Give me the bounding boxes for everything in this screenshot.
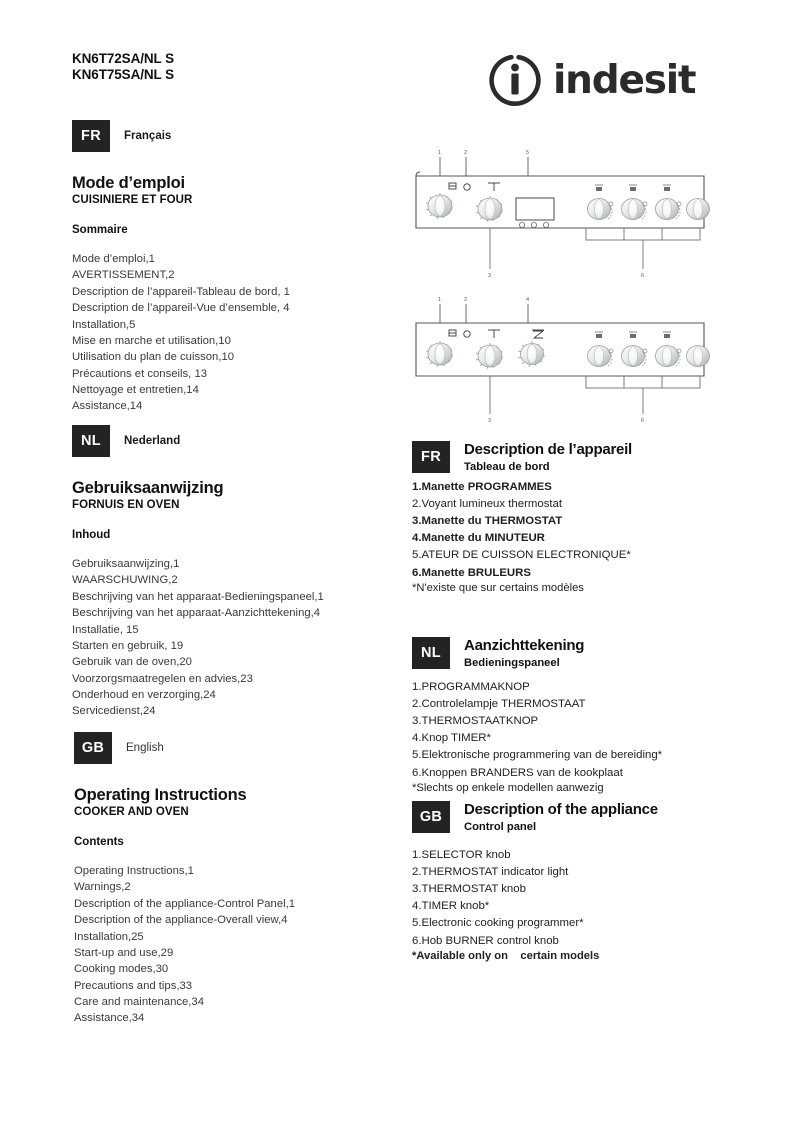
callout-4: 4 xyxy=(526,297,530,303)
flag-badge-gb: GB xyxy=(74,732,112,764)
burner-flame-icon xyxy=(664,334,670,338)
toc-entry: Description of the appliance-Control Panel,1 xyxy=(74,897,296,910)
callout-1: 1 xyxy=(438,150,442,156)
description-item: 4.TIMER knob* xyxy=(412,900,490,913)
description-subtitle-fr: Tableau de bord xyxy=(464,460,550,473)
model-codes xyxy=(72,51,174,83)
description-list-nl xyxy=(412,679,752,782)
description-subtitle-gb: Control panel xyxy=(464,820,537,833)
language-block-nl xyxy=(72,425,412,720)
toc-entry: Description de l’appareil-Tableau de bord, 1 xyxy=(72,285,290,298)
toc-entry: Beschrijving van het apparaat-Bedieningspaneel,1 xyxy=(72,590,324,603)
toc-entry: Installation,25 xyxy=(74,930,144,943)
description-item: 2.Controlelampje THERMOSTAAT xyxy=(412,698,586,711)
description-subtitle-nl: Bedieningspaneel xyxy=(464,656,560,669)
description-title-nl: Aanzichttekening xyxy=(464,637,585,654)
burner-flame-icon xyxy=(630,187,636,191)
description-note-nl: *Slechts op enkele modellen aanwezig xyxy=(412,781,604,794)
callout-5: 5 xyxy=(526,150,530,156)
toc-entry: Gebruik van de oven,20 xyxy=(72,656,192,669)
description-note-fr: *N'existe que sur certains modèles xyxy=(412,581,584,594)
description-item: 3.Manette du THERMOSTAT xyxy=(412,515,563,528)
control-panel-figure-1 xyxy=(410,143,710,288)
flag-badge-nl: NL xyxy=(72,425,110,457)
description-header-fr xyxy=(412,441,752,473)
doc-title-gb: Operating Instructions xyxy=(74,786,247,804)
description-item: 5.Elektronische programmering van de bereiding* xyxy=(412,749,663,762)
description-block-nl xyxy=(412,637,752,794)
burner-flame-icon xyxy=(630,334,636,338)
toc-entry: Care and maintenance,34 xyxy=(74,996,205,1008)
toc-entry: Warnings,2 xyxy=(74,881,131,894)
toc-entry: Operating Instructions,1 xyxy=(74,865,194,877)
toc-entry: Installation,5 xyxy=(72,318,136,331)
burner-knob xyxy=(687,199,710,220)
indesit-circle-i-icon xyxy=(487,52,543,108)
language-block-gb xyxy=(74,732,414,1027)
doc-subtitle-gb: COOKER AND OVEN xyxy=(74,806,189,818)
flag-badge-fr: FR xyxy=(72,120,110,152)
toc-entry: Voorzorgsmaatregelen en advies,23 xyxy=(72,672,253,685)
model-code-1: KN6T72SA/NL S xyxy=(72,51,174,66)
doc-subtitle-fr: CUISINIERE ET FOUR xyxy=(72,194,193,206)
description-item: 5.Electronic cooking programmer* xyxy=(412,917,584,930)
burner-flame-icon xyxy=(596,187,602,191)
description-item: 1.SELECTOR knob xyxy=(412,849,511,861)
callout-6: 6 xyxy=(641,273,645,279)
callout-numbers-bottom xyxy=(488,418,644,424)
description-item: 6.Hob BURNER control knob xyxy=(412,934,559,947)
callout-leaders-bottom xyxy=(490,228,700,269)
flag-badge-desc-nl: NL xyxy=(412,637,450,669)
burner-flame-icon xyxy=(596,334,602,338)
control-panel-figure-2 xyxy=(410,288,710,433)
toc-entry: Onderhoud en verzorging,24 xyxy=(72,689,216,701)
doc-subtitle-nl: FORNUIS EN OVEN xyxy=(72,499,180,511)
toc-entry: Precautions and tips,33 xyxy=(74,979,193,992)
toc-entry: Cooking modes,30 xyxy=(74,963,169,976)
callout-leaders-bottom xyxy=(490,376,700,414)
description-item: 5.ATEUR DE CUISSON ELECTRONIQUE* xyxy=(412,549,631,562)
callout-2: 2 xyxy=(464,297,468,303)
callout-1: 1 xyxy=(438,297,442,303)
doc-title-nl: Gebruiksaanwijzing xyxy=(72,479,224,497)
toc-entry: Installatie, 15 xyxy=(72,623,139,636)
toc-entry: Start-up and use,29 xyxy=(74,946,174,959)
brand-logo xyxy=(487,52,695,108)
language-name-fr: Français xyxy=(124,130,172,142)
description-list-fr xyxy=(412,479,752,582)
toc-entry: Précautions et conseils, 13 xyxy=(72,367,208,380)
language-name-gb: English xyxy=(126,742,164,754)
description-block-fr xyxy=(412,441,752,594)
toc-entry: Description de l’appareil-Vue d’ensemble, 4 xyxy=(72,302,290,315)
toc-heading-fr: Sommaire xyxy=(72,224,128,236)
toc-entry: Starten en gebruik, 19 xyxy=(72,639,184,652)
language-header-nl xyxy=(72,425,412,457)
description-header-nl xyxy=(412,637,752,669)
description-title-fr: Description de l’appareil xyxy=(464,441,632,458)
toc-entry: Beschrijving van het apparaat-Aanzichttekening,4 xyxy=(72,607,321,620)
toc-list-nl xyxy=(72,556,412,720)
burner-flame-icon xyxy=(664,187,670,191)
brand-wordmark: indesit xyxy=(553,57,696,103)
description-item: 2.Voyant lumineux thermostat xyxy=(412,498,563,511)
toc-heading-nl: Inhoud xyxy=(72,529,111,541)
callout-numbers-top xyxy=(438,297,529,303)
flag-badge-desc-fr: FR xyxy=(412,441,450,473)
description-item: 6.Knoppen BRANDERS van de kookplaat xyxy=(412,766,623,779)
toc-entry: WAARSCHUWING,2 xyxy=(72,574,178,587)
burner-knob xyxy=(687,346,710,367)
model-code-2: KN6T75SA/NL S xyxy=(72,66,174,82)
description-list-gb xyxy=(412,847,752,950)
callout-3: 3 xyxy=(488,273,492,279)
callout-3: 3 xyxy=(488,418,492,424)
toc-entry: Utilisation du plan de cuisson,10 xyxy=(72,351,235,364)
toc-entry: Gebruiksaanwijzing,1 xyxy=(72,558,180,570)
language-header-fr xyxy=(72,120,402,152)
toc-entry: Nettoyage et entretien,14 xyxy=(72,384,199,396)
toc-list-fr xyxy=(72,251,402,415)
description-item: 1.PROGRAMMAKNOP xyxy=(412,681,530,693)
language-header-gb xyxy=(74,732,414,764)
callout-6: 6 xyxy=(641,418,645,424)
description-item: 2.THERMOSTAT indicator light xyxy=(412,866,569,879)
callout-2: 2 xyxy=(464,150,468,156)
toc-entry: Assistance,34 xyxy=(74,1012,145,1025)
description-item: 3.THERMOSTAT knob xyxy=(412,883,526,896)
callout-numbers-bottom xyxy=(488,273,644,279)
toc-entry: AVERTISSEMENT,2 xyxy=(72,269,175,282)
panel-diagram-1 xyxy=(410,143,710,283)
description-title-gb: Description of the appliance xyxy=(464,801,658,818)
description-note-gb: *Available only on certain models xyxy=(412,949,600,962)
toc-list-gb xyxy=(74,863,414,1027)
description-item: 4.Manette du MINUTEUR xyxy=(412,532,545,545)
description-item: 6.Manette BRULEURS xyxy=(412,566,531,579)
toc-entry: Assistance,14 xyxy=(72,400,143,413)
doc-title-fr: Mode d’emploi xyxy=(72,174,185,192)
language-name-nl: Nederland xyxy=(124,435,181,447)
description-header-gb xyxy=(412,801,752,833)
description-item: 1.Manette PROGRAMMES xyxy=(412,481,552,493)
panel-diagram-2 xyxy=(410,288,710,428)
toc-entry: Mise en marche et utilisation,10 xyxy=(72,334,231,347)
description-item: 3.THERMOSTAATKNOP xyxy=(412,715,539,728)
description-item: 4.Knop TIMER* xyxy=(412,732,491,745)
flag-badge-desc-gb: GB xyxy=(412,801,450,833)
toc-heading-gb: Contents xyxy=(74,836,124,848)
toc-entry: Description of the appliance-Overall view,4 xyxy=(74,914,288,927)
toc-entry: Servicedienst,24 xyxy=(72,705,156,718)
description-block-gb xyxy=(412,801,752,962)
toc-entry: Mode d’emploi,1 xyxy=(72,253,155,265)
language-block-fr xyxy=(72,120,402,415)
callout-numbers-top xyxy=(438,150,529,156)
